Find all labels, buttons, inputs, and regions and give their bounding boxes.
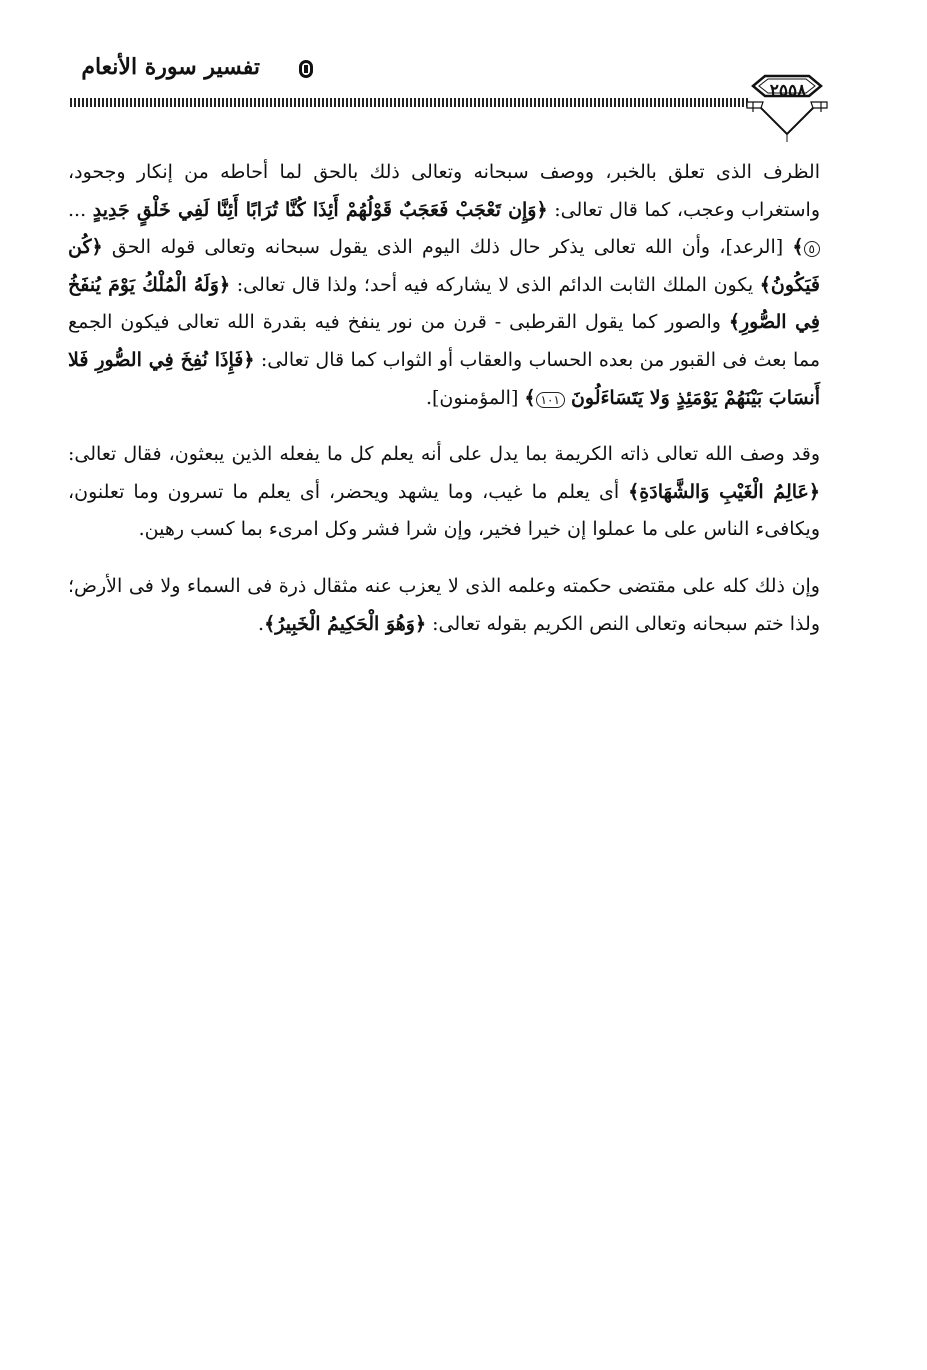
page-number: ٢٥٥٨ xyxy=(769,81,807,101)
quran-quote: ﴿وَلَهُ الْمُلْكُ يَوْمَ يُنفَخُ فِي الصُّورِ﴾ xyxy=(68,273,820,334)
text-segment: أى يعلم ما غيب، وما يشهد ويحضر، أى يعلم ما تسرون وما تعلنون، ويكافىء الناس على ما عملوا إن خيرا فخير، وإن شرا فشر وكل امرىء بما كسب رهين. xyxy=(68,480,820,541)
paragraph xyxy=(68,154,820,417)
text-segment: والصور كما يقول القرطبى - قرن من نور ينفخ فيه بقدرة الله تعالى فيكون الجمع مما بعث فى القبور من بعده الحساب والعقاب أو الثواب كما قال تعالى: xyxy=(68,311,820,371)
text-segment: يكون الملك الثابت الدائم الذى لا يشاركه فيه أحد؛ ولذا قال تعالى: xyxy=(230,273,760,296)
paragraph xyxy=(68,568,820,643)
header-ornament-icon xyxy=(297,58,315,80)
text-segment: وقد وصف الله تعالى ذاته الكريمة بما يدل على أنه يعلم كل ما يفعله الذين يبعثون، فقال تعالى: xyxy=(68,443,820,466)
header-rule xyxy=(70,98,750,107)
quran-quote: ﴿فَإِذَا نُفِخَ فِي الصُّورِ فَلا أَنسَابَ بَيْنَهُمْ يَوْمَئِذٍ وَلا يَتَسَاءَلُونَ xyxy=(68,348,820,409)
running-header-title: تفسير سورة الأنعام xyxy=(81,54,260,80)
commentary-text xyxy=(68,154,820,662)
text-segment: . xyxy=(258,612,265,635)
quran-quote: ﴾ xyxy=(524,386,536,409)
quran-quote: ﴾ xyxy=(792,236,804,259)
quran-quote: ﴿وَهُوَ الْحَكِيمُ الْخَبِيرُ﴾ xyxy=(264,612,427,635)
text-segment: ... xyxy=(68,198,93,221)
quran-quote: ﴿وَإِن تَعْجَبْ فَعَجَبٌ قَوْلُهُمْ أَئِذَا كُنَّا تُرَابًا أَئِنَّا لَفِي خَلْقٍ جَدِيدٍ xyxy=(92,198,548,221)
text-segment: وإن ذلك كله على مقتضى حكمته وعلمه الذى لا يعزب عنه مثقال ذرة فى السماء ولا فى الأرض؛ ولذا ختم سبحانه وتعالى النص الكريم بقوله تعالى: xyxy=(68,574,820,635)
text-segment: الظرف الذى تعلق بالخبر، ووصف سبحانه وتعالى ذلك بالحق لما أحاطه من إنكار وجحود، واستغراب وعجب، كما قال تعالى: xyxy=(68,161,820,221)
quran-quote: ﴿عَالِمُ الْغَيْبِ وَالشَّهَادَةِ﴾ xyxy=(628,480,820,503)
verse-number-marker: ٥ xyxy=(804,241,820,257)
text-segment: [الرعد]، وأن الله تعالى يذكر حال ذلك اليوم الذى يقول سبحانه وتعالى قوله الحق xyxy=(102,236,793,259)
text-segment: [المؤمنون]. xyxy=(425,386,525,409)
quran-quote: ﴿كُن فَيَكُونُ﴾ xyxy=(68,236,821,296)
verse-number-marker: ١٠١ xyxy=(536,392,565,408)
paragraph xyxy=(68,436,820,549)
